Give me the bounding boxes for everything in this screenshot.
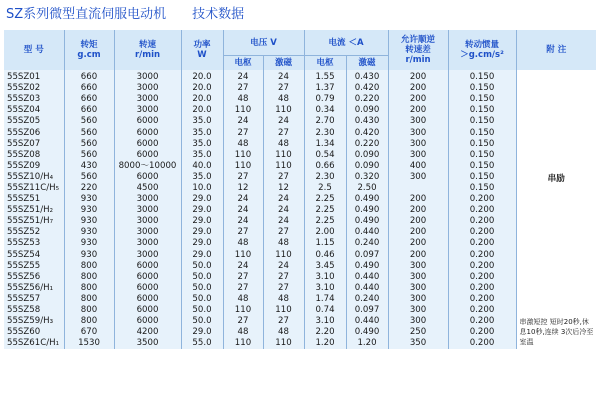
cell-inertia: 0.150: [448, 161, 516, 172]
header-inertia: 转动惯量 ＞g.cm/s²: [448, 30, 516, 70]
cell-speed: 3000: [114, 83, 181, 94]
cell-speed-diff: 200: [388, 227, 448, 238]
cell-voltage-armature: 27: [223, 272, 263, 283]
table-row: [4, 161, 596, 172]
cell-power: 50.0: [181, 294, 223, 305]
table-row: [4, 283, 596, 294]
cell-current-excitation: 0.320: [346, 172, 388, 183]
cell-voltage-excitation: 27: [263, 83, 304, 94]
cell-speed: 6000: [114, 116, 181, 127]
table-row: [4, 250, 596, 261]
cell-voltage-excitation: 24: [263, 116, 304, 127]
cell-power: 29.0: [181, 216, 223, 227]
cell-voltage-armature: 110: [223, 250, 263, 261]
cell-voltage-armature: 24: [223, 194, 263, 205]
cell-current-armature: 3.10: [304, 272, 346, 283]
cell-voltage-excitation: 27: [263, 316, 304, 327]
cell-torque: 1530: [64, 338, 114, 349]
cell-inertia: 0.200: [448, 227, 516, 238]
cell-torque: 560: [64, 116, 114, 127]
cell-voltage-excitation: 27: [263, 272, 304, 283]
cell-current-armature: 2.00: [304, 227, 346, 238]
cell-speed: 6000: [114, 261, 181, 272]
cell-torque: 560: [64, 172, 114, 183]
cell-current-excitation: 1.20: [346, 338, 388, 349]
cell-speed: 3000: [114, 194, 181, 205]
cell-current-excitation: 2.50: [346, 183, 388, 194]
table-row: [4, 294, 596, 305]
cell-model: 55SZ57: [7, 293, 41, 304]
cell-model: 55SZ58: [7, 305, 41, 316]
cell-current-armature: 1.55: [304, 70, 346, 83]
cell-speed: 6000: [114, 172, 181, 183]
cell-voltage-armature: 24: [223, 205, 263, 216]
cell-speed: 6000: [114, 127, 181, 138]
table-row: [4, 272, 596, 283]
cell-speed-diff: 200: [388, 94, 448, 105]
cell-current-armature: 2.25: [304, 205, 346, 216]
cell-current-armature: 2.5: [304, 183, 346, 194]
cell-power: 55.0: [181, 338, 223, 349]
cell-speed-diff: 200: [388, 250, 448, 261]
header-power: 功率 W: [181, 30, 223, 70]
cell-voltage-armature: 24: [223, 70, 263, 83]
cell-torque: 800: [64, 305, 114, 316]
cell-current-armature: 1.15: [304, 238, 346, 249]
cell-current-armature: 2.30: [304, 127, 346, 138]
cell-voltage-excitation: 24: [263, 216, 304, 227]
cell-speed-diff: 200: [388, 83, 448, 94]
cell-inertia: 0.200: [448, 305, 516, 316]
cell-current-excitation: 0.420: [346, 127, 388, 138]
cell-voltage-armature: 110: [223, 105, 263, 116]
cell-voltage-armature: 12: [223, 183, 263, 194]
cell-current-excitation: 0.490: [346, 327, 388, 338]
cell-speed: 3000: [114, 216, 181, 227]
cell-power: 35.0: [181, 127, 223, 138]
cell-power: 50.0: [181, 261, 223, 272]
cell-inertia: 0.200: [448, 194, 516, 205]
cell-voltage-excitation: 27: [263, 127, 304, 138]
table-row: [4, 83, 596, 94]
cell-current-excitation: 0.220: [346, 139, 388, 150]
cell-current-armature: 3.10: [304, 316, 346, 327]
cell-speed-diff: 300: [388, 127, 448, 138]
cell-current-excitation: 0.490: [346, 205, 388, 216]
cell-speed: 8000～10000: [114, 161, 181, 172]
cell-inertia: 0.150: [448, 139, 516, 150]
cell-speed-diff: 200: [388, 70, 448, 83]
cell-model: 55SZ56/H₁: [7, 282, 54, 293]
header-note: 附 注: [516, 30, 596, 70]
cell-voltage-excitation: 24: [263, 70, 304, 83]
cell-speed: 3000: [114, 238, 181, 249]
cell-torque: 800: [64, 294, 114, 305]
cell-voltage-excitation: 24: [263, 194, 304, 205]
cell-inertia: 0.200: [448, 205, 516, 216]
table-row: [4, 327, 596, 338]
cell-speed: 3000: [114, 105, 181, 116]
cell-current-armature: 2.25: [304, 194, 346, 205]
cell-inertia: 0.150: [448, 94, 516, 105]
cell-voltage-excitation: 27: [263, 172, 304, 183]
cell-torque: 930: [64, 205, 114, 216]
cell-speed-diff: 300: [388, 283, 448, 294]
cell-model: 55SZ51/H₂: [7, 205, 54, 216]
cell-voltage-excitation: 110: [263, 105, 304, 116]
cell-speed-diff: 200: [388, 105, 448, 116]
cell-current-armature: 0.66: [304, 161, 346, 172]
cell-voltage-excitation: 48: [263, 238, 304, 249]
cell-current-excitation: 0.097: [346, 305, 388, 316]
cell-inertia: 0.200: [448, 338, 516, 349]
cell-voltage-excitation: 110: [263, 250, 304, 261]
spec-table: [4, 30, 596, 349]
note-duty-cycle: 串激短控 短时20秒,休息10秒,连续 3次后冷至室温: [519, 318, 594, 347]
cell-voltage-excitation: 48: [263, 294, 304, 305]
cell-current-excitation: 0.440: [346, 316, 388, 327]
cell-voltage-armature: 110: [223, 161, 263, 172]
cell-model: 55SZ01: [7, 72, 41, 83]
cell-torque: 220: [64, 183, 114, 194]
cell-speed-diff: 300: [388, 150, 448, 161]
cell-current-armature: 0.74: [304, 305, 346, 316]
cell-torque: 800: [64, 316, 114, 327]
table-row: [4, 261, 596, 272]
cell-speed-diff: 300: [388, 116, 448, 127]
cell-power: 29.0: [181, 238, 223, 249]
cell-model: 55SZ51: [7, 194, 41, 205]
cell-inertia: 0.200: [448, 238, 516, 249]
cell-current-armature: 0.79: [304, 94, 346, 105]
cell-inertia: 0.200: [448, 272, 516, 283]
cell-power: 35.0: [181, 172, 223, 183]
cell-current-armature: 2.20: [304, 327, 346, 338]
cell-power: 20.0: [181, 83, 223, 94]
header-current: 电流 ＜A: [304, 30, 388, 56]
cell-inertia: 0.150: [448, 183, 516, 194]
cell-inertia: 0.150: [448, 83, 516, 94]
cell-model: 55SZ52: [7, 227, 41, 238]
cell-speed: 3500: [114, 338, 181, 349]
table-row: [4, 139, 596, 150]
cell-speed: 3000: [114, 205, 181, 216]
cell-current-armature: 0.34: [304, 105, 346, 116]
cell-speed-diff: 300: [388, 172, 448, 183]
cell-model: 55SZ05: [7, 116, 41, 127]
cell-model: 55SZ06: [7, 127, 41, 138]
cell-current-excitation: 0.240: [346, 294, 388, 305]
cell-model: 55SZ03: [7, 94, 41, 105]
cell-inertia: 0.150: [448, 172, 516, 183]
cell-model: 55SZ59/H₃: [7, 316, 54, 327]
cell-voltage-armature: 110: [223, 150, 263, 161]
cell-inertia: 0.150: [448, 116, 516, 127]
cell-power: 50.0: [181, 316, 223, 327]
header-speed-diff: 允许顺逆 转速差 r/min: [388, 30, 448, 70]
cell-current-armature: 0.46: [304, 250, 346, 261]
cell-power: 10.0: [181, 183, 223, 194]
cell-current-excitation: 0.420: [346, 83, 388, 94]
table-row: [4, 70, 596, 83]
cell-torque: 800: [64, 261, 114, 272]
title-sub: 技术数据: [192, 7, 245, 22]
cell-inertia: 0.200: [448, 327, 516, 338]
cell-torque: 930: [64, 238, 114, 249]
cell-model: 55SZ51/H₇: [7, 216, 54, 227]
cell-torque: 930: [64, 250, 114, 261]
cell-torque: 930: [64, 227, 114, 238]
cell-speed-diff: 400: [388, 161, 448, 172]
cell-speed-diff: 200: [388, 205, 448, 216]
cell-torque: 660: [64, 94, 114, 105]
cell-power: 35.0: [181, 116, 223, 127]
cell-speed-diff: 300: [388, 261, 448, 272]
cell-voltage-armature: 48: [223, 294, 263, 305]
cell-current-armature: 1.20: [304, 338, 346, 349]
cell-speed-diff: 200: [388, 194, 448, 205]
cell-power: 35.0: [181, 139, 223, 150]
page-title: [6, 4, 244, 26]
cell-model: 55SZ60: [7, 327, 41, 338]
cell-voltage-excitation: 24: [263, 205, 304, 216]
cell-voltage-armature: 27: [223, 283, 263, 294]
cell-current-excitation: 0.430: [346, 116, 388, 127]
cell-voltage-excitation: 110: [263, 338, 304, 349]
cell-model: 55SZ02: [7, 83, 41, 94]
table-row: [4, 194, 596, 205]
cell-model: 55SZ08: [7, 149, 41, 160]
cell-voltage-armature: 110: [223, 305, 263, 316]
cell-voltage-armature: 24: [223, 261, 263, 272]
cell-current-excitation: 0.490: [346, 261, 388, 272]
cell-power: 20.0: [181, 70, 223, 83]
cell-torque: 560: [64, 127, 114, 138]
cell-power: 29.0: [181, 227, 223, 238]
cell-torque: 660: [64, 70, 114, 83]
cell-voltage-armature: 27: [223, 127, 263, 138]
title-main: SZ系列微型直流伺服电动机: [6, 7, 167, 22]
cell-speed-diff: [388, 183, 448, 194]
table-row: [4, 205, 596, 216]
cell-model: 55SZ07: [7, 138, 41, 149]
cell-inertia: 0.150: [448, 70, 516, 83]
cell-voltage-armature: 27: [223, 316, 263, 327]
cell-model: 55SZ55: [7, 260, 41, 271]
cell-speed: 6000: [114, 316, 181, 327]
cell-current-excitation: 0.090: [346, 105, 388, 116]
cell-speed-diff: 200: [388, 216, 448, 227]
cell-inertia: 0.150: [448, 105, 516, 116]
table-row: [4, 238, 596, 249]
table-row: [4, 183, 596, 194]
cell-voltage-excitation: 110: [263, 150, 304, 161]
cell-voltage-excitation: 27: [263, 227, 304, 238]
table-row: [4, 227, 596, 238]
cell-inertia: 0.200: [448, 316, 516, 327]
cell-model: 55SZ54: [7, 249, 41, 260]
cell-speed: 6000: [114, 139, 181, 150]
cell-power: 29.0: [181, 205, 223, 216]
cell-power: 20.0: [181, 105, 223, 116]
spec-table-container: [4, 30, 596, 416]
cell-voltage-excitation: 48: [263, 327, 304, 338]
cell-voltage-excitation: 110: [263, 161, 304, 172]
cell-current-armature: 3.45: [304, 261, 346, 272]
cell-speed: 3000: [114, 250, 181, 261]
cell-torque: 930: [64, 216, 114, 227]
cell-model: 55SZ11C/H₅: [7, 182, 60, 193]
cell-voltage-armature: 110: [223, 338, 263, 349]
cell-torque: 560: [64, 139, 114, 150]
cell-torque: 660: [64, 105, 114, 116]
table-row: [4, 172, 596, 183]
cell-speed: 4500: [114, 183, 181, 194]
cell-current-excitation: 0.430: [346, 70, 388, 83]
cell-current-excitation: 0.490: [346, 216, 388, 227]
cell-voltage-armature: 27: [223, 83, 263, 94]
cell-model: 55SZ56: [7, 271, 41, 282]
cell-inertia: 0.200: [448, 261, 516, 272]
cell-inertia: 0.200: [448, 283, 516, 294]
cell-model: 55SZ61C/H₁: [7, 338, 60, 349]
cell-power: 20.0: [181, 94, 223, 105]
cell-speed: 6000: [114, 283, 181, 294]
note-series-excitation: 串励: [547, 174, 565, 184]
cell-torque: 800: [64, 272, 114, 283]
cell-inertia: 0.200: [448, 250, 516, 261]
cell-voltage-armature: 24: [223, 116, 263, 127]
cell-speed: 6000: [114, 272, 181, 283]
cell-current-armature: 1.74: [304, 294, 346, 305]
cell-voltage-excitation: 110: [263, 305, 304, 316]
cell-speed-diff: 300: [388, 272, 448, 283]
header-speed: 转速 r/min: [114, 30, 181, 70]
cell-voltage-armature: 24: [223, 216, 263, 227]
cell-current-armature: 2.30: [304, 172, 346, 183]
cell-model: 55SZ04: [7, 105, 41, 116]
cell-speed-diff: 300: [388, 316, 448, 327]
header-current-armature: 电枢: [304, 56, 346, 71]
cell-speed: 4200: [114, 327, 181, 338]
cell-current-excitation: 0.097: [346, 250, 388, 261]
cell-current-excitation: 0.240: [346, 238, 388, 249]
cell-inertia: 0.200: [448, 294, 516, 305]
header-voltage-armature: 电枢: [223, 56, 263, 71]
spec-table-body: [4, 70, 596, 349]
table-row: [4, 216, 596, 227]
table-row: [4, 338, 596, 349]
cell-voltage-excitation: 48: [263, 94, 304, 105]
cell-speed: 6000: [114, 305, 181, 316]
cell-voltage-armature: 48: [223, 327, 263, 338]
cell-power: 29.0: [181, 194, 223, 205]
cell-current-excitation: 0.490: [346, 194, 388, 205]
header-torque: 转矩 g.cm: [64, 30, 114, 70]
cell-voltage-armature: 27: [223, 227, 263, 238]
cell-current-armature: 2.25: [304, 216, 346, 227]
header-current-excitation: 激磁: [346, 56, 388, 71]
cell-inertia: 0.150: [448, 127, 516, 138]
cell-current-armature: 1.37: [304, 83, 346, 94]
cell-voltage-armature: 48: [223, 238, 263, 249]
cell-inertia: 0.150: [448, 150, 516, 161]
cell-power: 50.0: [181, 305, 223, 316]
cell-model: 55SZ53: [7, 238, 41, 249]
cell-current-armature: 3.10: [304, 283, 346, 294]
cell-speed-diff: 250: [388, 327, 448, 338]
cell-speed-diff: 300: [388, 294, 448, 305]
table-row: [4, 305, 596, 316]
cell-speed: 6000: [114, 294, 181, 305]
cell-torque: 930: [64, 194, 114, 205]
cell-current-armature: 2.70: [304, 116, 346, 127]
cell-speed-diff: 300: [388, 139, 448, 150]
cell-inertia: 0.200: [448, 216, 516, 227]
cell-voltage-excitation: 27: [263, 283, 304, 294]
cell-current-excitation: 0.440: [346, 227, 388, 238]
cell-current-armature: 0.54: [304, 150, 346, 161]
cell-voltage-armature: 27: [223, 172, 263, 183]
table-row: [4, 105, 596, 116]
cell-current-excitation: 0.090: [346, 150, 388, 161]
cell-voltage-armature: 48: [223, 139, 263, 150]
cell-current-excitation: 0.220: [346, 94, 388, 105]
cell-model: 55SZ09: [7, 160, 41, 171]
cell-model: 55SZ10/H₄: [7, 171, 54, 182]
header-voltage: 电压 V: [223, 30, 304, 56]
cell-speed-diff: 200: [388, 238, 448, 249]
table-row: [4, 150, 596, 161]
table-row: [4, 316, 596, 327]
cell-current-excitation: 0.440: [346, 272, 388, 283]
header-model: 型 号: [4, 30, 64, 70]
cell-current-excitation: 0.090: [346, 161, 388, 172]
note-column: [516, 70, 596, 349]
cell-power: 29.0: [181, 250, 223, 261]
cell-speed: 3000: [114, 70, 181, 83]
cell-current-excitation: 0.440: [346, 283, 388, 294]
cell-speed-diff: 300: [388, 305, 448, 316]
cell-voltage-excitation: 48: [263, 139, 304, 150]
table-row: [4, 127, 596, 138]
cell-speed-diff: 350: [388, 338, 448, 349]
cell-torque: 430: [64, 161, 114, 172]
cell-voltage-excitation: 24: [263, 261, 304, 272]
cell-speed: 6000: [114, 150, 181, 161]
cell-power: 29.0: [181, 327, 223, 338]
table-row: [4, 94, 596, 105]
cell-torque: 670: [64, 327, 114, 338]
cell-torque: 660: [64, 83, 114, 94]
cell-voltage-excitation: 12: [263, 183, 304, 194]
cell-torque: 800: [64, 283, 114, 294]
cell-voltage-armature: 48: [223, 94, 263, 105]
header-voltage-excitation: 激磁: [263, 56, 304, 71]
cell-current-armature: 1.34: [304, 139, 346, 150]
cell-power: 50.0: [181, 283, 223, 294]
cell-power: 40.0: [181, 161, 223, 172]
cell-torque: 560: [64, 150, 114, 161]
cell-power: 35.0: [181, 150, 223, 161]
cell-speed: 3000: [114, 94, 181, 105]
cell-power: 50.0: [181, 272, 223, 283]
cell-speed: 3000: [114, 227, 181, 238]
table-row: [4, 116, 596, 127]
